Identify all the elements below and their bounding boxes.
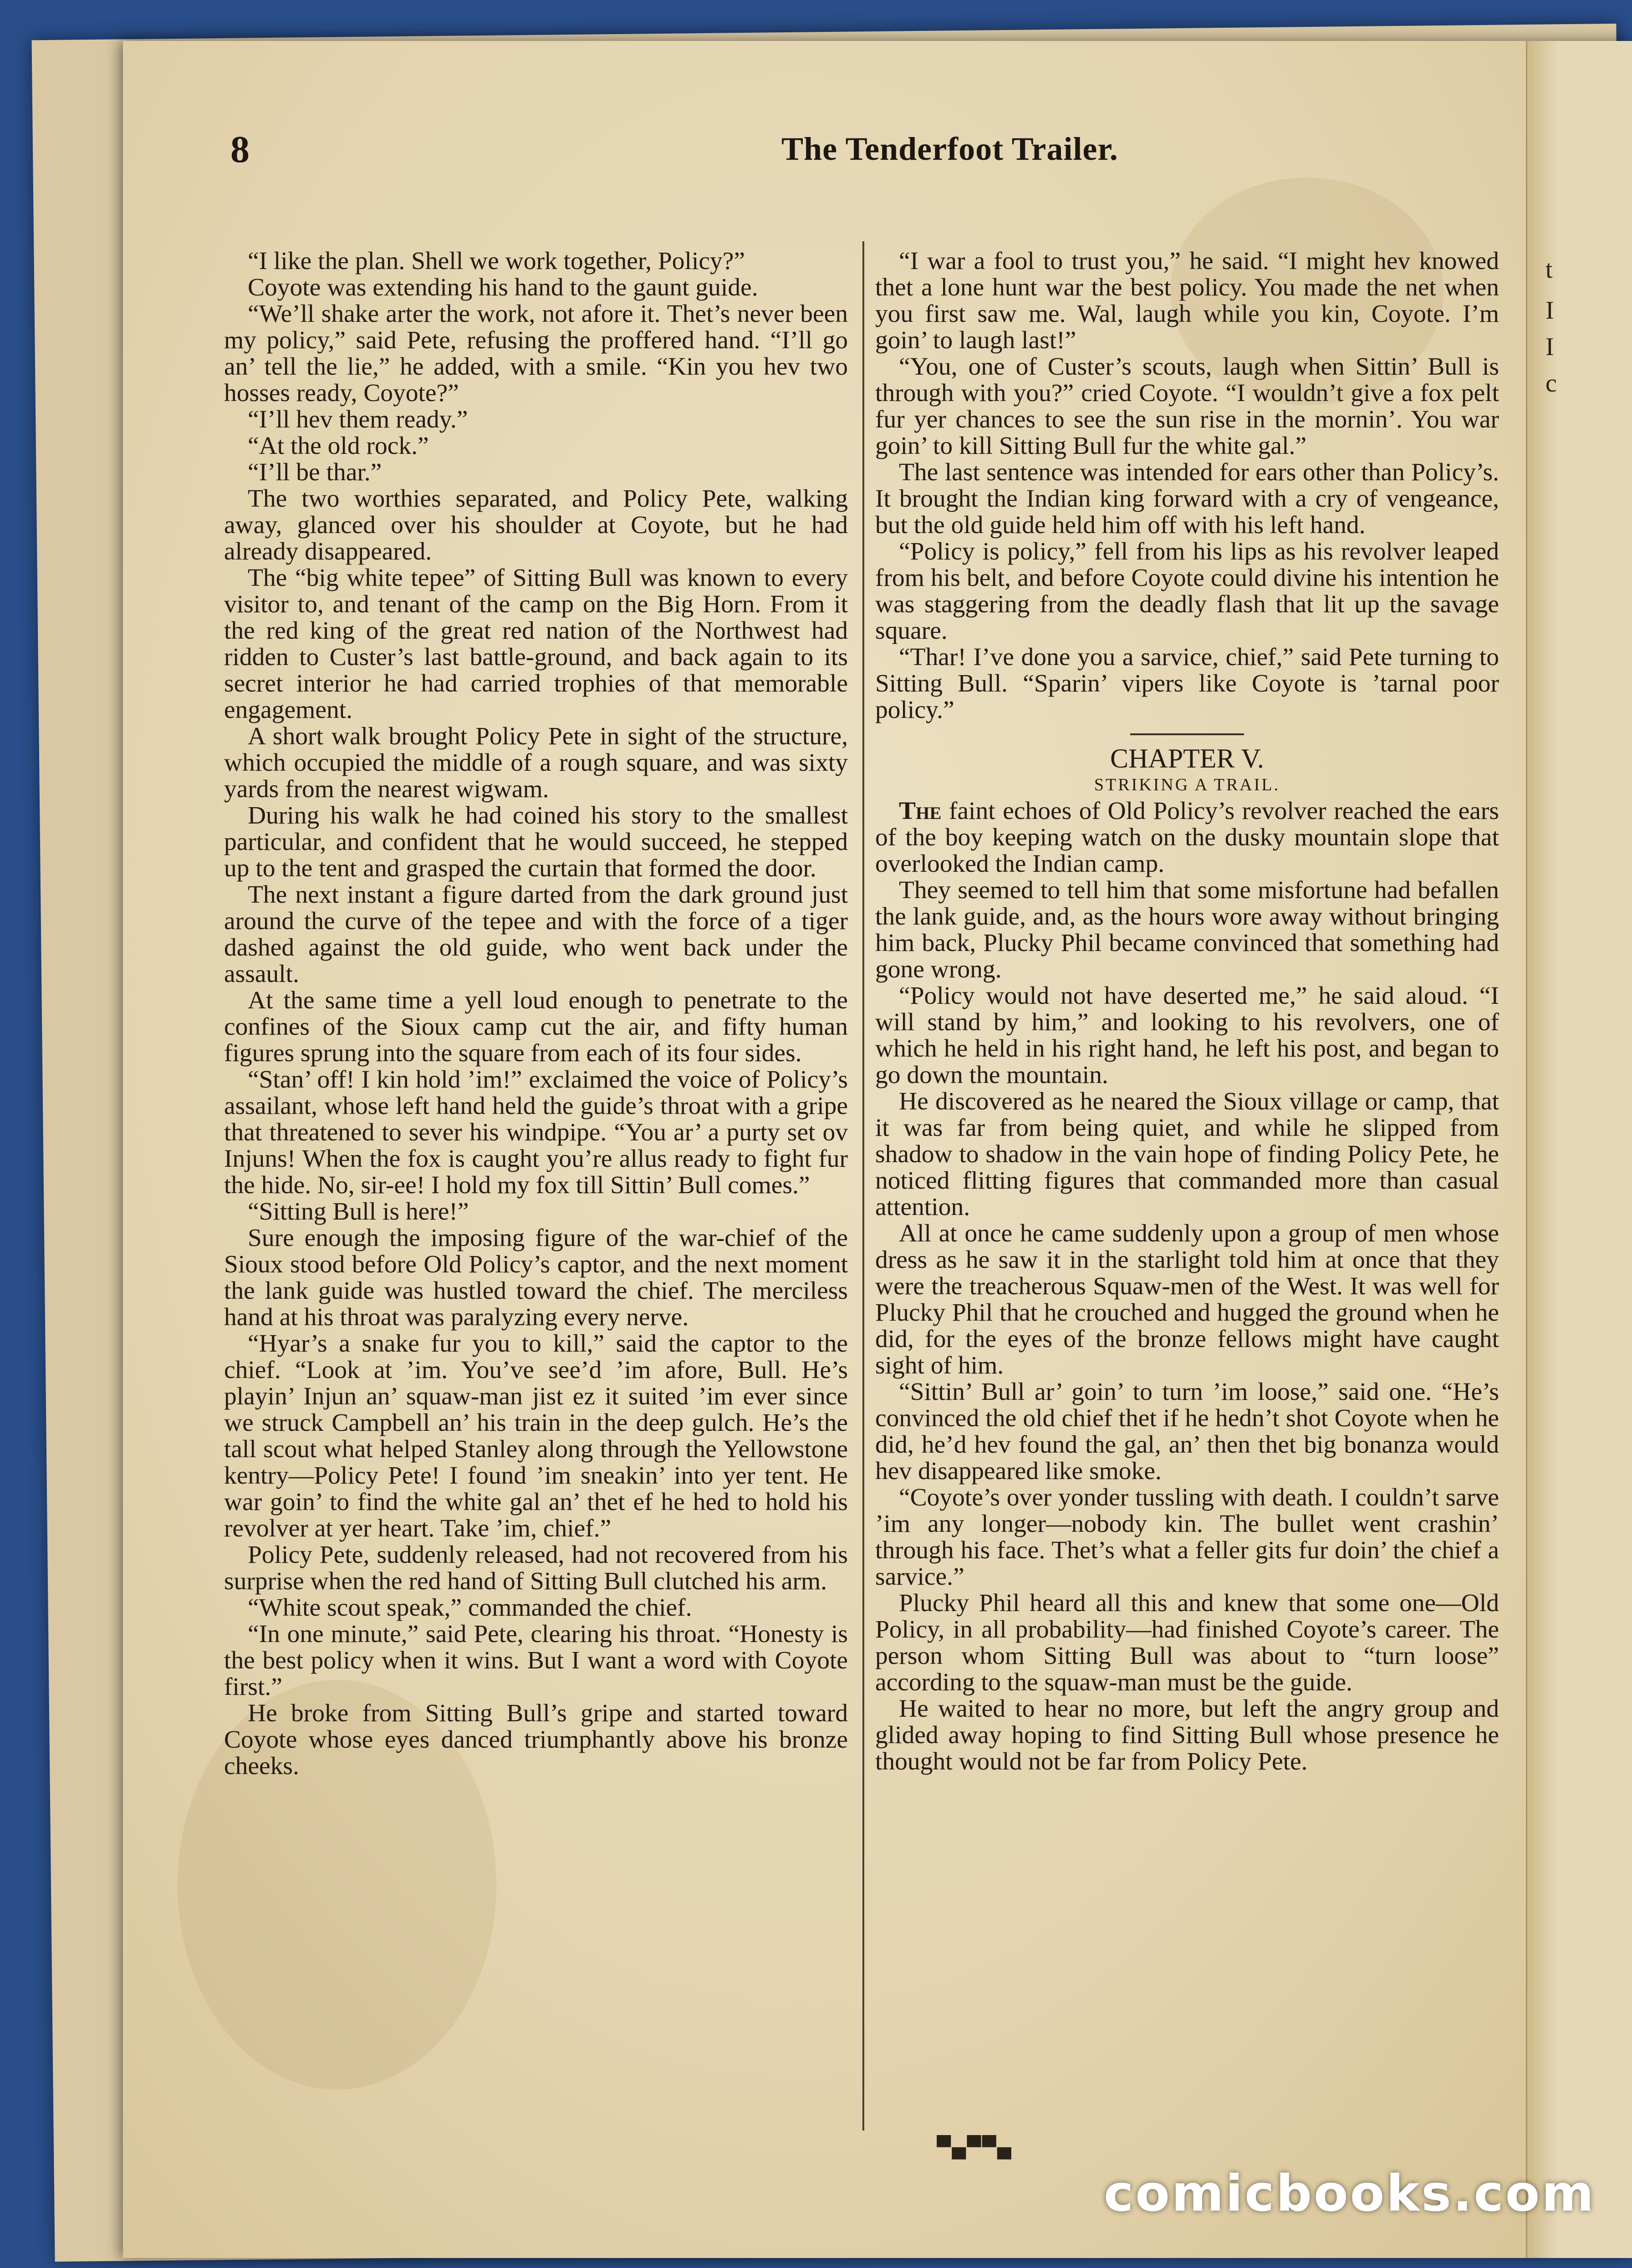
chapter-subheading: STRIKING A TRAIL. xyxy=(1094,775,1280,794)
running-title: The Tenderfoot Trailer. xyxy=(781,131,1118,167)
paragraph: “We’ll shake arter the work, not afore it. Thet’s never been my policy,” said Pete, refusing the proffered hand. “I’ll go an’ tell the lie,” he added, with a smile. “Kin you hev two hosses ready, Coyote?” xyxy=(224,300,848,407)
paragraph: The “big white tepee” of Sitting Bull was known to every visitor to, and tenant of the camp on the Big Horn. From it the red king of the great red nation of the Northwest had ridden to Custer’s last battle-ground, and back again to its secret interior he had carried trophies of that memorable engagement. xyxy=(224,564,848,724)
chapter-opening-paragraph xyxy=(875,798,1499,877)
paragraph: “At the old rock.” xyxy=(248,432,429,460)
left-column xyxy=(224,248,848,1780)
paragraph: He broke from Sitting Bull’s gripe and started toward Coyote whose eyes danced triumphantly above his bronze cheeks. xyxy=(224,1699,848,1780)
paragraph: All at once he came suddenly upon a group of men whose dress as he saw it in the starlight told him at once that they were the treacherous Squaw-men of the West. It was well for Plucky Phil that he crouched and hugged the ground when he did, for the eyes of the bronze fellows might have caught sight of him. xyxy=(875,1220,1499,1379)
footer-ornament: ▀▄▀▀▄ xyxy=(937,2136,1012,2158)
paragraph: The next instant a figure darted from the dark ground just around the curve of the tepee and with the force of a tiger dashed against the old guide, who went back under the assault. xyxy=(224,881,848,988)
paragraph: “White scout speak,” commanded the chief. xyxy=(248,1594,692,1622)
paragraph: During his walk he had coined his story to the smallest particular, and confident that he would succeed, he stepped up to the tent and grasped the curtain that formed the door. xyxy=(224,802,848,882)
paragraph: The last sentence was intended for ears other than Policy’s. It brought the Indian king forward with a cry of vengeance, but the old guide held him off with his left hand. xyxy=(875,458,1499,539)
paragraph: A short walk brought Policy Pete in sight of the structure, which occupied the middle of a rough square, and was sixty yards from the nearest wigwam. xyxy=(224,722,848,803)
edge-text-fragment: I xyxy=(1545,333,1554,361)
paragraph: “I’ll be thar.” xyxy=(248,458,382,486)
paragraph: “I’ll hev them ready.” xyxy=(248,406,468,433)
paragraph: “Sitting Bull is here!” xyxy=(248,1198,469,1226)
paragraph: Policy Pete, suddenly released, had not recovered from his surprise when the red hand of Sitting Bull clutched his arm. xyxy=(224,1541,848,1595)
paragraph: Plucky Phil heard all this and knew that some one—Old Policy, in all probability—had finished Coyote’s career. The person whom Sitting Bull was about to “turn loose” according to the squaw-man must be the guide. xyxy=(875,1589,1499,1696)
paragraph: At the same time a yell loud enough to penetrate to the confines of the Sioux camp cut the air, and fifty human figures sprung into the square from each of its four sides. xyxy=(224,987,848,1067)
paragraph: They seemed to tell him that some misfortune had befallen the lank guide, and, as the hours wore away without bringing him back, Plucky Phil became convinced that something had gone wrong. xyxy=(875,876,1499,983)
paragraph: “I war a fool to trust you,” he said. “I might hev knowed thet a lone hunt war the best policy. You made the net when you first saw me. Wal, laugh while you kin, Coyote. I’m goin’ to laugh last!” xyxy=(875,247,1499,354)
opening-paragraph-text: faint echoes of Old Policy’s revolver reached the ears of the boy keeping watch on the dusky mountain slope that overlooked the Indian camp. xyxy=(875,797,1499,878)
page-header xyxy=(230,127,1551,182)
watermark-logo: comicbooks.com xyxy=(1104,2164,1596,2222)
paragraph: “In one minute,” said Pete, clearing his throat. “Honesty is the best policy when it wins. But I want a word with Coyote first.” xyxy=(224,1620,848,1701)
paragraph: The two worthies separated, and Policy Pete, walking away, glanced over his shoulder at Coyote, but he had already disappeared. xyxy=(224,485,848,565)
paragraph: “Policy would not have deserted me,” he said aloud. “I will stand by him,” and looking to his revolvers, one of which he held in his right hand, he left his post, and began to go down the mountain. xyxy=(875,982,1499,1089)
chapter-heading: CHAPTER V. xyxy=(1110,743,1264,773)
page-number: 8 xyxy=(230,128,250,171)
paragraph: “Sittin’ Bull ar’ goin’ to turn ’im loose,” said one. “He’s convinced the old chief thet if he hedn’t shot Coyote when he did, he’d hev found the gal, an’ then thet big bonanza would hev disappeared like smoke. xyxy=(875,1378,1499,1485)
paragraph: “Thar! I’ve done you a sarvice, chief,” said Pete turning to Sitting Bull. “Sparin’ vipers like Coyote is ’tarnal poor policy.” xyxy=(875,643,1499,724)
opening-word: The xyxy=(899,797,942,825)
paragraph: Sure enough the imposing figure of the war-chief of the Sioux stood before Old Policy’s captor, and the next moment the lank guide was hustled toward the chief. The merciless hand at his throat was paralyzing every nerve. xyxy=(224,1224,848,1331)
right-column xyxy=(875,248,1499,1775)
edge-text-fragment: t xyxy=(1545,255,1553,284)
paragraph: “I like the plan. Shell we work together, Policy?” xyxy=(248,247,745,275)
edge-text-fragment: c xyxy=(1545,369,1557,397)
column-divider xyxy=(862,241,864,2131)
paragraph: He waited to hear no more, but left the angry group and glided away hoping to find Sitting Bull whose presence he thought would not be far from Policy Pete. xyxy=(875,1695,1499,1775)
paragraph: “Policy is policy,” fell from his lips as his revolver leaped from his belt, and before Coyote could divine his intention he was staggering from the deadly flash that lit up the savage square. xyxy=(875,538,1499,645)
paragraph: “Stan’ off! I kin hold ’im!” exclaimed the voice of Policy’s assailant, whose left hand held the guide’s throat with a gripe that threatened to sever his windpipe. “You ar’ a purty set ov Injuns! When the fox is caught you’re allus ready to fight fur the hide. No, sir-ee! I hold my fox till Sittin’ Bull comes.” xyxy=(224,1066,848,1199)
adjacent-page-edge xyxy=(1526,41,1632,2258)
paragraph: He discovered as he neared the Sioux village or camp, that it was far from being quiet, and while he slipped from shadow to shadow in the vain hope of finding Policy Pete, he noticed flitting figures that commanded more than casual attention. xyxy=(875,1088,1499,1221)
paragraph: “You, one of Custer’s scouts, laugh when Sittin’ Bull is through with you?” cried Coyote. “I wouldn’t give a fox pelt fur yer chances to see the sun rise in the mornin’. You war goin’ to kill Sitting Bull fur the white gal.” xyxy=(875,353,1499,460)
magazine-page xyxy=(123,41,1632,2258)
edge-text-fragment: I xyxy=(1545,296,1554,325)
chapter-rule xyxy=(1130,733,1244,735)
paragraph: “Coyote’s over yonder tussling with death. I couldn’t sarve ’im any longer—nobody kin. The bullet went crashin’ through his face. Thet’s what a feller gits fur doin’ the chief a sarvice.” xyxy=(875,1484,1499,1591)
paragraph: Coyote was extending his hand to the gaunt guide. xyxy=(248,274,758,301)
paragraph: “Hyar’s a snake fur you to kill,” said the captor to the chief. “Look at ’im. You’ve see’d ’im afore, Bull. He’s playin’ Injun an’ squaw-man jist ez it suited ’im ever since we struck Campbell an’ his train in the deep gulch. He’s the tall scout what helped Stanley along through the Yellowstone kentry—Policy Pete! I found ’im sneakin’ into yer tent. He war goin’ to find the white gal an’ thet ef he hed to hold his revolver at yer heart. Take ’im, chief.” xyxy=(224,1330,848,1542)
